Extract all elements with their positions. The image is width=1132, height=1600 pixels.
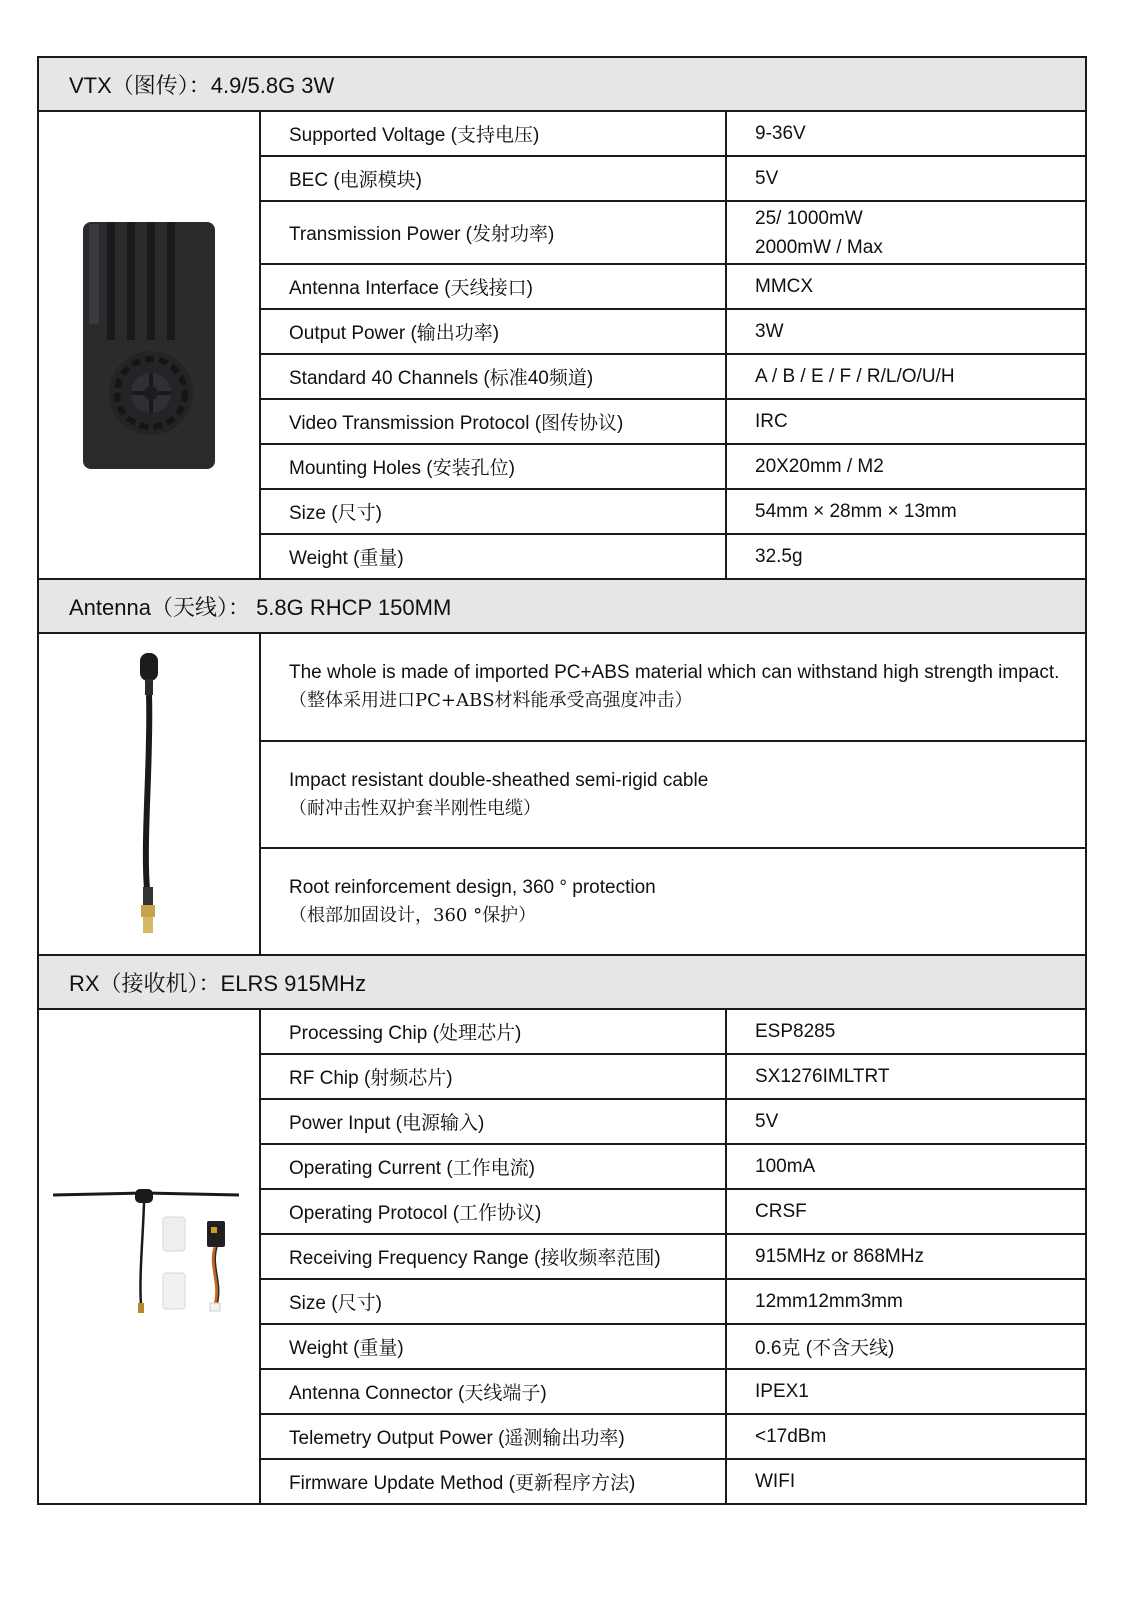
spec-value: 32.5g: [755, 545, 803, 567]
feature-text-en: Impact resistant double-sheathed semi-rigid cable: [289, 769, 709, 791]
feature-text-cn: （耐冲击性双护套半刚性电缆）: [289, 797, 541, 819]
spec-label: Operating Protocol (工作协议): [261, 1190, 727, 1233]
spec-value: WIFI: [755, 1470, 796, 1492]
spec-value: 3W: [755, 320, 784, 342]
table-row: [259, 157, 1087, 202]
antenna-section-header: [37, 578, 1087, 634]
spec-label: Firmware Update Method (更新程序方法): [261, 1460, 727, 1503]
rx-spec-table: [259, 1008, 1087, 1505]
spec-label: Output Power (输出功率): [261, 310, 727, 353]
table-row: [259, 1190, 1087, 1235]
spec-label: Power Input (电源输入): [261, 1100, 727, 1143]
spec-label: Telemetry Output Power (遥测输出功率): [261, 1415, 727, 1458]
feature-text-en: Root reinforcement design, 360 ° protection: [289, 876, 656, 898]
spec-value: MMCX: [755, 275, 814, 297]
table-row: [259, 445, 1087, 490]
spec-label: Video Transmission Protocol (图传协议): [261, 400, 727, 443]
table-row: [259, 1460, 1087, 1505]
rx-image-cell: [37, 1008, 259, 1505]
vtx-section-title: VTX（图传）：4.9/5.8G 3W: [69, 72, 335, 98]
spec-label: Processing Chip (处理芯片): [261, 1010, 727, 1053]
spec-value: 9-36V: [755, 122, 806, 144]
spec-value: 0.6克 (不含天线): [755, 1338, 895, 1359]
antenna-image-cell: [37, 632, 259, 956]
antenna-section-title: Antenna（天线）： 5.8G RHCP 150MM: [69, 594, 452, 620]
spec-value: 12mm12mm3mm: [755, 1290, 903, 1312]
spec-label: Transmission Power (发射功率): [261, 202, 727, 263]
spec-value: SX1276IMLTRT: [755, 1065, 890, 1087]
spec-label: Antenna Interface (天线接口): [261, 265, 727, 308]
table-row: [259, 310, 1087, 355]
table-row: [259, 535, 1087, 580]
spec-value: A / B / E / F / R/L/O/U/H: [755, 365, 955, 387]
vtx-spec-table: [259, 110, 1087, 580]
spec-label: Mounting Holes (安装孔位): [261, 445, 727, 488]
vtx-section-body: [37, 110, 1087, 580]
table-row: [259, 1415, 1087, 1460]
spec-label: BEC (电源模块): [261, 157, 727, 200]
table-row: [259, 1010, 1087, 1055]
rx-section-body: [37, 1008, 1087, 1505]
table-row: [259, 355, 1087, 400]
table-row: [259, 490, 1087, 535]
spec-label: RF Chip (射频芯片): [261, 1055, 727, 1098]
spec-label: Supported Voltage (支持电压): [261, 112, 727, 155]
spec-value: 20X20mm / M2: [755, 455, 884, 477]
spec-label: Operating Current (工作电流): [261, 1145, 727, 1188]
spec-value: [727, 202, 1085, 263]
antenna-image: [129, 649, 169, 939]
spec-label: Weight (重量): [261, 1325, 727, 1368]
vtx-image-cell: [37, 110, 259, 580]
feature-item: [259, 742, 1087, 849]
vtx-module-image: [79, 218, 219, 473]
feature-text-en: The whole is made of imported PC+ABS material which can withstand high strength impact.: [289, 662, 1060, 683]
rx-section-title: RX（接收机）：ELRS 915MHz: [69, 970, 367, 996]
spec-value-line-2: 2000mW / Max: [755, 236, 883, 258]
table-row: [259, 1145, 1087, 1190]
spec-label: Standard 40 Channels (标准40频道): [261, 355, 727, 398]
spec-value: 100mA: [755, 1155, 816, 1177]
spec-value: 915MHz or 868MHz: [755, 1245, 924, 1267]
spec-value: CRSF: [755, 1200, 807, 1222]
feature-text-cn: （整体采用进口PC+ABS材料能承受高强度冲击）: [289, 690, 693, 711]
table-row: [259, 1235, 1087, 1280]
table-row: [259, 400, 1087, 445]
feature-item: [259, 634, 1087, 742]
spec-value: 5V: [755, 167, 779, 189]
spec-value: IPEX1: [755, 1380, 809, 1402]
vtx-section-header: [37, 56, 1087, 112]
table-row: [259, 1325, 1087, 1370]
spec-sheet: [37, 58, 1087, 1505]
table-row: [259, 1100, 1087, 1145]
table-row: [259, 1370, 1087, 1415]
spec-label: Size (尺寸): [261, 1280, 727, 1323]
table-row: [259, 112, 1087, 157]
spec-value: ESP8285: [755, 1020, 836, 1042]
spec-value: 54mm × 28mm × 13mm: [755, 500, 957, 522]
spec-label: Size (尺寸): [261, 490, 727, 533]
table-row: [259, 1055, 1087, 1100]
table-row: [259, 1280, 1087, 1325]
spec-value: IRC: [755, 410, 788, 432]
spec-value-line-1: 25/ 1000mW: [755, 207, 863, 229]
spec-value: 5V: [755, 1110, 779, 1132]
spec-label: Receiving Frequency Range (接收频率范围): [261, 1235, 727, 1278]
table-row: [259, 202, 1087, 265]
table-row: [259, 265, 1087, 310]
spec-label: Weight (重量): [261, 535, 727, 578]
feature-item: [259, 849, 1087, 956]
rx-section-header: [37, 954, 1087, 1010]
antenna-feature-list: [259, 632, 1087, 956]
spec-label: Antenna Connector (天线端子): [261, 1370, 727, 1413]
rx-receiver-image: [49, 1187, 249, 1327]
feature-text-cn: （根部加固设计，360 °保护）: [289, 904, 537, 926]
antenna-section-body: [37, 632, 1087, 956]
spec-value: <17dBm: [755, 1425, 827, 1447]
